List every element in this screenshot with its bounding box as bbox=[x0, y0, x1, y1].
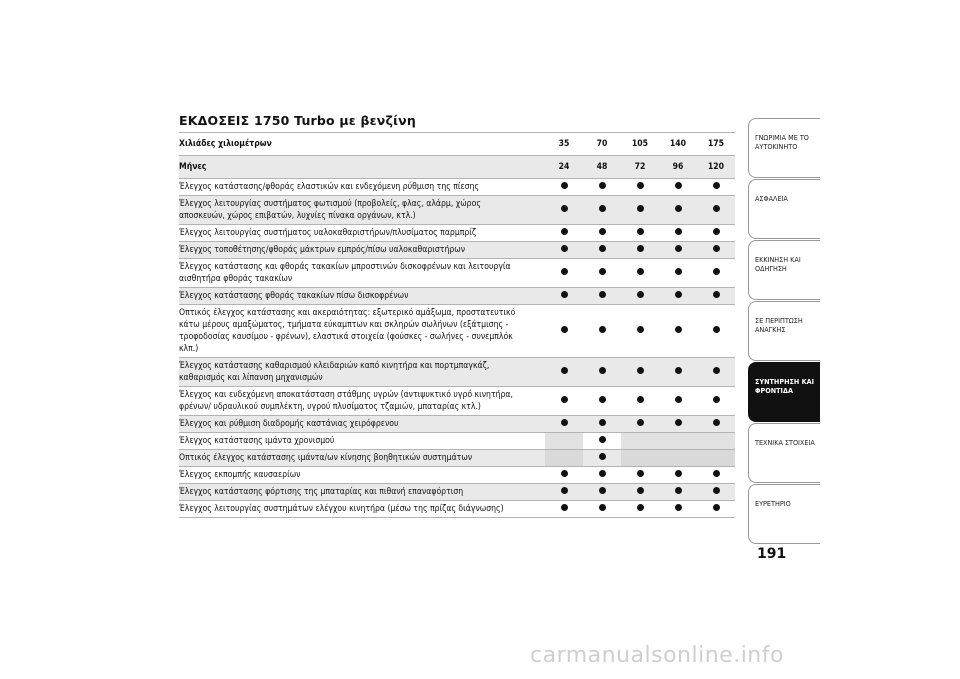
scheduled-cell bbox=[583, 387, 621, 416]
bullet-icon bbox=[637, 504, 644, 511]
km-header-cell: 70 bbox=[583, 133, 621, 156]
operation-text: Έλεγχος και ρύθμιση διαδρομής καστάνιας χειρόφρενου bbox=[179, 416, 545, 433]
bullet-icon bbox=[599, 396, 606, 403]
table-row bbox=[179, 387, 735, 416]
scheduled-cell bbox=[659, 358, 697, 387]
scheduled-cell bbox=[621, 225, 659, 242]
months-header-cell: 96 bbox=[659, 156, 697, 179]
km-header-label: Χιλιάδες χιλιομέτρων bbox=[179, 133, 545, 156]
scheduled-cell bbox=[621, 179, 659, 196]
scheduled-cell bbox=[583, 259, 621, 288]
bullet-icon bbox=[561, 291, 568, 298]
tab-section[interactable]: ΑΣΦΑΛΕΙΑ bbox=[748, 179, 820, 239]
scheduled-cell bbox=[621, 358, 659, 387]
bullet-icon bbox=[675, 326, 682, 333]
bullet-icon bbox=[561, 182, 568, 189]
tab-section[interactable]: ΣΥΝΤΗΡΗΣΗ ΚΑΙ ΦΡΟΝΤΙΔΑ bbox=[748, 362, 820, 422]
bullet-icon bbox=[713, 504, 720, 511]
bullet-icon bbox=[599, 205, 606, 212]
scheduled-cell bbox=[545, 416, 583, 433]
bullet-icon bbox=[561, 504, 568, 511]
bullet-icon bbox=[599, 487, 606, 494]
scheduled-cell bbox=[583, 501, 621, 518]
scheduled-cell bbox=[621, 501, 659, 518]
bullet-icon bbox=[675, 487, 682, 494]
bullet-icon bbox=[713, 182, 720, 189]
tab-section[interactable]: ΕΚΚΙΝΗΣΗ ΚΑΙ ΟΔΗΓΗΣΗ bbox=[748, 240, 820, 300]
bullet-icon bbox=[637, 487, 644, 494]
scheduled-cell bbox=[659, 288, 697, 305]
bullet-icon bbox=[561, 487, 568, 494]
scheduled-cell bbox=[583, 196, 621, 225]
bullet-icon bbox=[599, 326, 606, 333]
bullet-icon bbox=[675, 182, 682, 189]
km-header-row bbox=[179, 133, 735, 156]
table-row bbox=[179, 196, 735, 225]
scheduled-cell bbox=[697, 416, 735, 433]
bullet-icon bbox=[561, 419, 568, 426]
scheduled-cell bbox=[697, 305, 735, 358]
scheduled-cell bbox=[545, 484, 583, 501]
bullet-icon bbox=[637, 182, 644, 189]
tab-section[interactable]: ΤΕΧΝΙΚΑ ΣΤΟΙΧΕΙΑ bbox=[748, 423, 820, 483]
bullet-icon bbox=[713, 367, 720, 374]
operation-text: Έλεγχος και ενδεχόμενη αποκατάσταση στάθμης υγρών (αντιψυκτικό υγρό κινητήρα, φρένων/ υδραυλικού συμπλέκτη, υγρού πλυσίματος τζαμιών, μπαταρίας κτλ.) bbox=[179, 387, 545, 416]
bullet-icon bbox=[599, 367, 606, 374]
table-row bbox=[179, 501, 735, 518]
months-header-label: Μήνες bbox=[179, 156, 545, 179]
scheduled-cell bbox=[583, 433, 621, 450]
bullet-icon bbox=[637, 367, 644, 374]
scheduled-cell bbox=[583, 179, 621, 196]
bullet-icon bbox=[637, 326, 644, 333]
operation-text: Έλεγχος λειτουργίας συστημάτων ελέγχου κινητήρα (μέσω της πρίζας διάγνωσης) bbox=[179, 501, 545, 518]
tab-section[interactable]: ΣΕ ΠΕΡΙΠΤΩΣΗ ΑΝΑΓΚΗΣ bbox=[748, 301, 820, 361]
bullet-icon bbox=[599, 268, 606, 275]
page-number: 191 bbox=[757, 546, 787, 562]
scheduled-cell bbox=[545, 467, 583, 484]
months-header-cell: 48 bbox=[583, 156, 621, 179]
bullet-icon bbox=[637, 245, 644, 252]
scheduled-cell bbox=[659, 179, 697, 196]
bullet-icon bbox=[599, 419, 606, 426]
maintenance-schedule-table bbox=[179, 132, 735, 518]
scheduled-cell bbox=[697, 501, 735, 518]
scheduled-cell bbox=[697, 288, 735, 305]
bullet-icon bbox=[713, 470, 720, 477]
bullet-icon bbox=[637, 470, 644, 477]
bullet-icon bbox=[637, 291, 644, 298]
table-row bbox=[179, 358, 735, 387]
tab-section[interactable]: ΕΥΡΕΤΗΡΙΟ bbox=[748, 484, 820, 544]
scheduled-cell bbox=[659, 467, 697, 484]
scheduled-cell bbox=[697, 225, 735, 242]
table-row bbox=[179, 259, 735, 288]
empty-cell bbox=[697, 433, 735, 450]
bullet-icon bbox=[561, 245, 568, 252]
bullet-icon bbox=[561, 268, 568, 275]
scheduled-cell bbox=[697, 387, 735, 416]
bullet-icon bbox=[599, 245, 606, 252]
scheduled-cell bbox=[545, 305, 583, 358]
bullet-icon bbox=[675, 228, 682, 235]
bullet-icon bbox=[599, 291, 606, 298]
scheduled-cell bbox=[621, 242, 659, 259]
empty-cell bbox=[659, 450, 697, 467]
scheduled-cell bbox=[545, 501, 583, 518]
empty-cell bbox=[545, 450, 583, 467]
bullet-icon bbox=[713, 205, 720, 212]
scheduled-cell bbox=[583, 416, 621, 433]
operation-text: Έλεγχος κατάστασης καθαρισμού κλειδαριών καπό κινητήρα και πορτμπαγκάζ, καθαρισμός και λίπανση μηχανισμών bbox=[179, 358, 545, 387]
table-row bbox=[179, 179, 735, 196]
table-row bbox=[179, 305, 735, 358]
operation-text: Οπτικός έλεγχος κατάστασης και ακεραιότητας: εξωτερικό αμάξωμα, προστατευτικό κάτω μέρους αμαξώματος, τμήματα εύκαμπτων και σκληρών σωλήνων (εξάτμισης - τροφοδοσίας καυσίμου - φρένων), ελαστικά στοιχεία (φούσκες - σωλήνες - συνεμπλόκ κλπ.) bbox=[179, 305, 545, 358]
scheduled-cell bbox=[659, 225, 697, 242]
scheduled-cell bbox=[697, 242, 735, 259]
scheduled-cell bbox=[659, 416, 697, 433]
scheduled-cell bbox=[659, 387, 697, 416]
scheduled-cell bbox=[659, 242, 697, 259]
operation-text: Έλεγχος κατάστασης/φθοράς ελαστικών και ενδεχόμενη ρύθμιση της πίεσης bbox=[179, 179, 545, 196]
scheduled-cell bbox=[621, 416, 659, 433]
bullet-icon bbox=[713, 419, 720, 426]
bullet-icon bbox=[713, 326, 720, 333]
bullet-icon bbox=[675, 470, 682, 477]
scheduled-cell bbox=[583, 358, 621, 387]
table-row bbox=[179, 416, 735, 433]
bullet-icon bbox=[599, 228, 606, 235]
scheduled-cell bbox=[545, 179, 583, 196]
watermark: carmanualsonline.info bbox=[530, 643, 784, 668]
tab-section[interactable]: ΓΝΩΡΙΜΙΑ ΜΕ ΤΟ ΑΥΤΟΚΙΝΗΤΟ bbox=[748, 118, 820, 178]
months-header-cell: 120 bbox=[697, 156, 735, 179]
bullet-icon bbox=[561, 326, 568, 333]
bullet-icon bbox=[675, 268, 682, 275]
bullet-icon bbox=[637, 419, 644, 426]
bullet-icon bbox=[561, 367, 568, 374]
scheduled-cell bbox=[697, 358, 735, 387]
scheduled-cell bbox=[621, 259, 659, 288]
table-row bbox=[179, 467, 735, 484]
scheduled-cell bbox=[697, 484, 735, 501]
km-header-cell: 35 bbox=[545, 133, 583, 156]
bullet-icon bbox=[599, 182, 606, 189]
scheduled-cell bbox=[545, 196, 583, 225]
bullet-icon bbox=[675, 419, 682, 426]
scheduled-cell bbox=[583, 225, 621, 242]
bullet-icon bbox=[599, 470, 606, 477]
scheduled-cell bbox=[545, 288, 583, 305]
bullet-icon bbox=[561, 205, 568, 212]
scheduled-cell bbox=[697, 179, 735, 196]
bullet-icon bbox=[561, 396, 568, 403]
operation-text: Έλεγχος κατάστασης φόρτισης της μπαταρίας και πιθανή επαναφόρτιση bbox=[179, 484, 545, 501]
bullet-icon bbox=[675, 504, 682, 511]
operation-text: Έλεγχος λειτουργίας συστήματος φωτισμού (προβολείς, φλας, αλάρμ, χώρος αποσκευών, χώρος επιβατών, λυχνίες πίνακα οργάνων, κτλ.) bbox=[179, 196, 545, 225]
bullet-icon bbox=[675, 245, 682, 252]
bullet-icon bbox=[675, 291, 682, 298]
bullet-icon bbox=[713, 245, 720, 252]
scheduled-cell bbox=[659, 484, 697, 501]
scheduled-cell bbox=[545, 358, 583, 387]
table-row bbox=[179, 242, 735, 259]
table-row bbox=[179, 433, 735, 450]
empty-cell bbox=[545, 433, 583, 450]
scheduled-cell bbox=[659, 196, 697, 225]
empty-cell bbox=[621, 450, 659, 467]
scheduled-cell bbox=[545, 225, 583, 242]
bullet-icon bbox=[599, 504, 606, 511]
bullet-icon bbox=[675, 396, 682, 403]
bullet-icon bbox=[675, 205, 682, 212]
empty-cell bbox=[659, 433, 697, 450]
table-row bbox=[179, 225, 735, 242]
bullet-icon bbox=[561, 470, 568, 477]
section-tabs bbox=[748, 118, 820, 545]
scheduled-cell bbox=[583, 305, 621, 358]
scheduled-cell bbox=[621, 196, 659, 225]
bullet-icon bbox=[637, 268, 644, 275]
bullet-icon bbox=[713, 487, 720, 494]
operation-text: Έλεγχος κατάστασης ιμάντα χρονισμού bbox=[179, 433, 545, 450]
empty-cell bbox=[621, 433, 659, 450]
km-header-cell: 140 bbox=[659, 133, 697, 156]
scheduled-cell bbox=[697, 196, 735, 225]
scheduled-cell bbox=[659, 259, 697, 288]
scheduled-cell bbox=[697, 467, 735, 484]
bullet-icon bbox=[561, 228, 568, 235]
scheduled-cell bbox=[583, 450, 621, 467]
table-row bbox=[179, 484, 735, 501]
scheduled-cell bbox=[659, 305, 697, 358]
months-header-cell: 24 bbox=[545, 156, 583, 179]
bullet-icon bbox=[713, 228, 720, 235]
bullet-icon bbox=[713, 291, 720, 298]
km-header-cell: 175 bbox=[697, 133, 735, 156]
scheduled-cell bbox=[659, 501, 697, 518]
bullet-icon bbox=[675, 367, 682, 374]
scheduled-cell bbox=[621, 484, 659, 501]
operation-text: Έλεγχος κατάστασης και φθοράς τακακίων μπροστινών δισκοφρένων και λειτουργία αισθητήρα φθοράς τακακίων bbox=[179, 259, 545, 288]
scheduled-cell bbox=[621, 387, 659, 416]
bullet-icon bbox=[713, 396, 720, 403]
bullet-icon bbox=[713, 268, 720, 275]
bullet-icon bbox=[637, 396, 644, 403]
km-header-cell: 105 bbox=[621, 133, 659, 156]
table-row bbox=[179, 450, 735, 467]
bullet-icon bbox=[599, 453, 606, 460]
scheduled-cell bbox=[583, 467, 621, 484]
operation-text: Έλεγχος λειτουργίας συστήματος υαλοκαθαριστήρων/πλυσίματος παρμπρίζ bbox=[179, 225, 545, 242]
operation-text: Έλεγχος κατάστασης φθοράς τακακίων πίσω δισκοφρένων bbox=[179, 288, 545, 305]
table-row bbox=[179, 288, 735, 305]
empty-cell bbox=[697, 450, 735, 467]
scheduled-cell bbox=[545, 387, 583, 416]
scheduled-cell bbox=[545, 242, 583, 259]
months-header-cell: 72 bbox=[621, 156, 659, 179]
scheduled-cell bbox=[621, 288, 659, 305]
scheduled-cell bbox=[583, 484, 621, 501]
scheduled-cell bbox=[697, 259, 735, 288]
operation-text: Έλεγχος εκπομπής καυσαερίων bbox=[179, 467, 545, 484]
operation-text: Έλεγχος τοποθέτησης/φθοράς μάκτρων εμπρός/πίσω υαλοκαθαριστήρων bbox=[179, 242, 545, 259]
page-title: ΕΚΔΟΣΕΙΣ 1750 Turbo με βενζίνη bbox=[179, 113, 416, 128]
bullet-icon bbox=[637, 205, 644, 212]
scheduled-cell bbox=[545, 259, 583, 288]
operation-text: Οπτικός έλεγχος κατάστασης ιμάντα/ων κίνησης βοηθητικών συστημάτων bbox=[179, 450, 545, 467]
months-header-row bbox=[179, 156, 735, 179]
scheduled-cell bbox=[621, 467, 659, 484]
scheduled-cell bbox=[583, 288, 621, 305]
bullet-icon bbox=[637, 228, 644, 235]
scheduled-cell bbox=[621, 305, 659, 358]
bullet-icon bbox=[599, 436, 606, 443]
scheduled-cell bbox=[583, 242, 621, 259]
